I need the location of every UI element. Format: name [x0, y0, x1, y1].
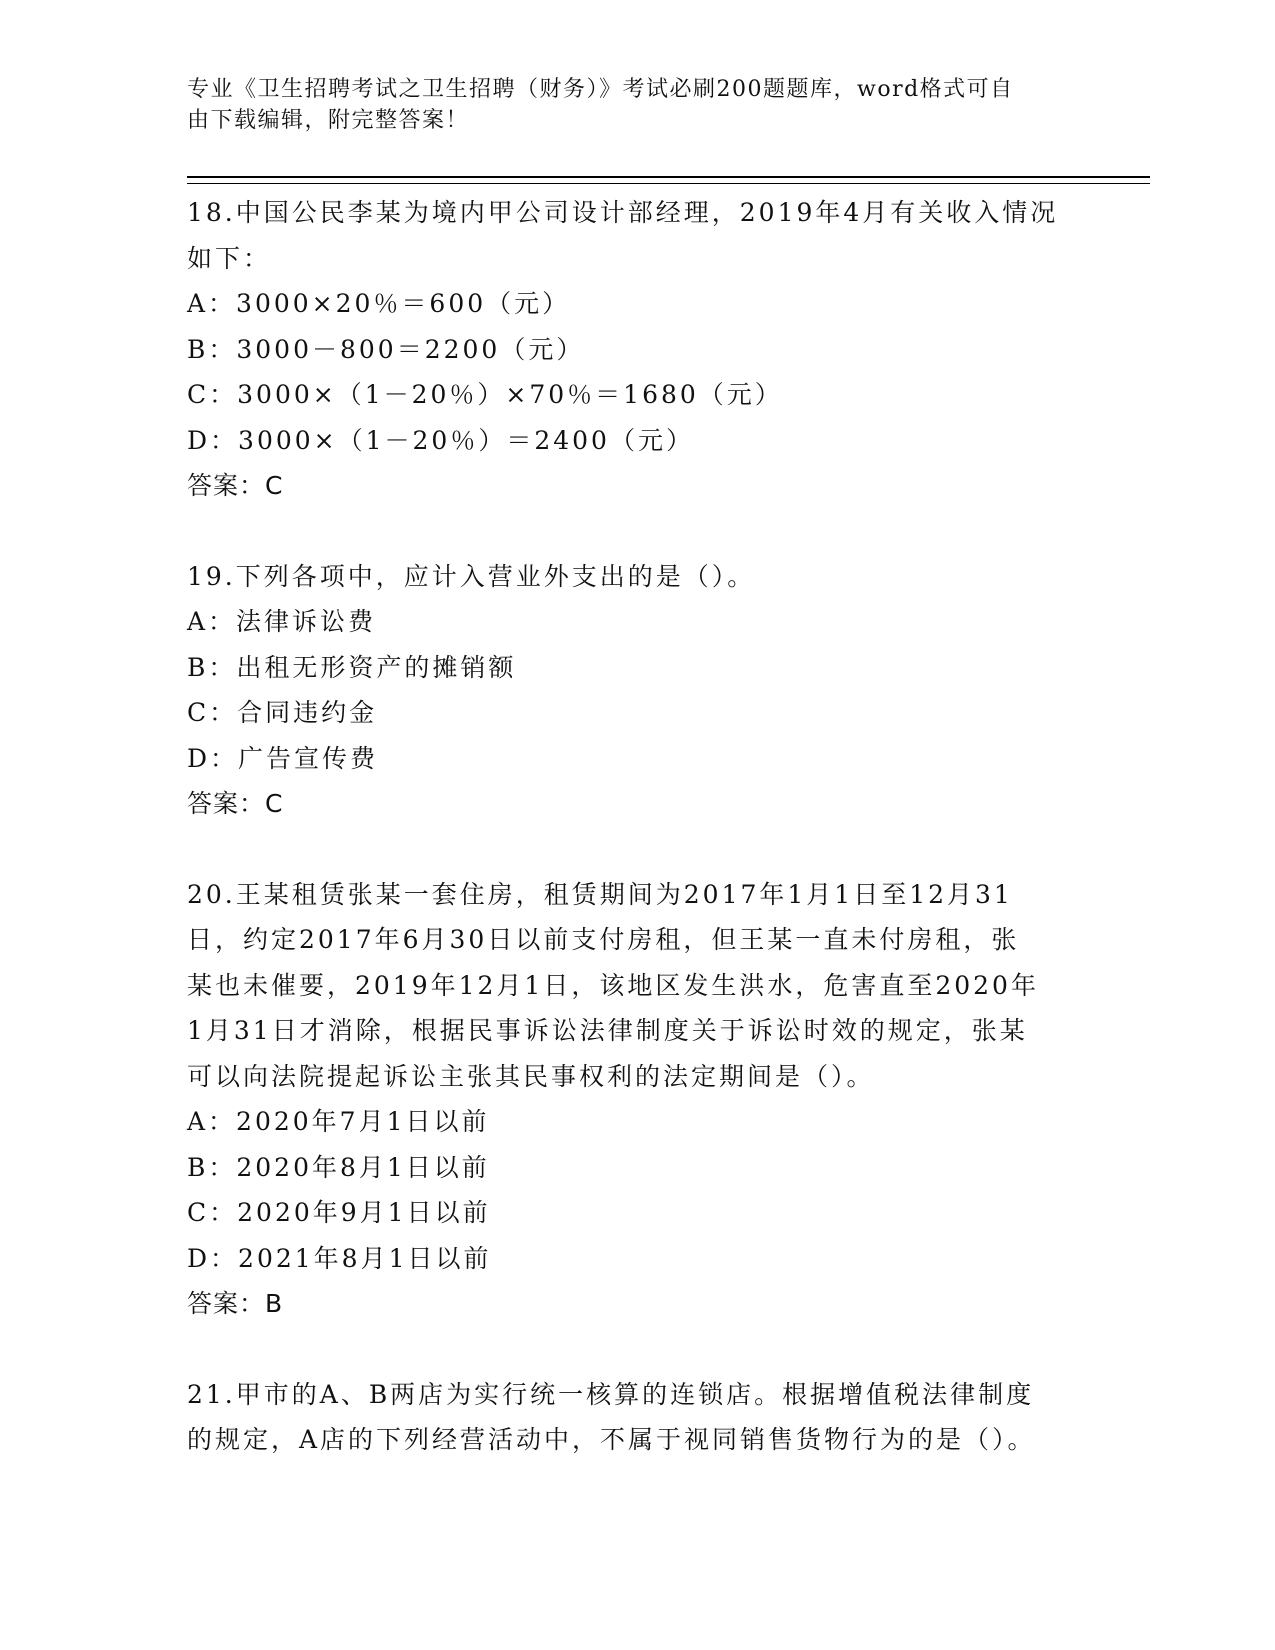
option-c: C：合同违约金 — [187, 698, 378, 727]
option-b: B：出租无形资产的摊销额 — [187, 652, 517, 682]
question-spacer — [187, 509, 1087, 554]
question-stem-line: 如下： — [187, 243, 272, 273]
question-list — [187, 190, 1087, 1463]
option-a: A：3000×20％＝600（元） — [187, 289, 571, 318]
option-a: A：2020年7月1日以前 — [187, 1107, 490, 1136]
option-d: D：2021年8月1日以前 — [187, 1243, 492, 1273]
answer-line: 答案：C — [187, 789, 284, 818]
question-stem-line: 日，约定2017年6月30日以前支付房租，但王某一直未付房租，张 — [187, 925, 1020, 954]
question-19 — [187, 554, 1087, 827]
document-header — [187, 74, 1067, 136]
question-spacer — [187, 827, 1087, 872]
question-21 — [187, 1372, 1087, 1463]
question-stem-line: 的规定，A店的下列经营活动中，不属于视同销售货物行为的是（）。 — [187, 1425, 1036, 1454]
answer-line: 答案：B — [187, 1289, 284, 1318]
option-a: A：法律诉讼费 — [187, 607, 377, 636]
question-spacer — [187, 1327, 1087, 1372]
option-d: D：3000×（1－20％）＝2400（元） — [187, 425, 694, 455]
question-stem-line: 20.王某租赁张某一套住房，租赁期间为2017年1月1日至12月31 — [187, 879, 1013, 909]
header-divider-thin — [187, 183, 1150, 184]
question-stem-line: 18.中国公民李某为境内甲公司设计部经理，2019年4月有关收入情况 — [187, 198, 1059, 227]
question-stem-line: 19.下列各项中，应计入营业外支出的是（）。 — [187, 561, 756, 591]
option-d: D：广告宣传费 — [187, 743, 379, 773]
question-stem-line: 某也未催要，2019年12月1日，该地区发生洪水，危害直至2020年 — [187, 970, 1039, 1000]
header-line: 专业《卫生招聘考试之卫生招聘（财务）》考试必刷200题题库，word格式可自 — [187, 77, 1014, 102]
option-b: B：2020年8月1日以前 — [187, 1152, 490, 1182]
option-b: B：3000－800＝2200（元） — [187, 334, 585, 364]
question-stem-line: 1月31日才消除，根据民事诉讼法律制度关于诉讼时效的规定，张某 — [187, 1016, 1028, 1045]
question-18 — [187, 190, 1087, 509]
question-stem-line: 可以向法院提起诉讼主张其民事权利的法定期间是（）。 — [187, 1061, 875, 1091]
header-divider-thick — [187, 176, 1150, 178]
header-line: 由下载编辑，附完整答案！ — [187, 108, 470, 133]
option-c: C：2020年9月1日以前 — [187, 1198, 491, 1227]
answer-line: 答案：C — [187, 471, 284, 500]
question-stem-line: 21.甲市的A、B两店为实行统一核算的连锁店。根据增值税法律制度 — [187, 1379, 1035, 1409]
question-20 — [187, 872, 1087, 1327]
option-c: C：3000×（1－20％）×70％＝1680（元） — [187, 380, 783, 409]
